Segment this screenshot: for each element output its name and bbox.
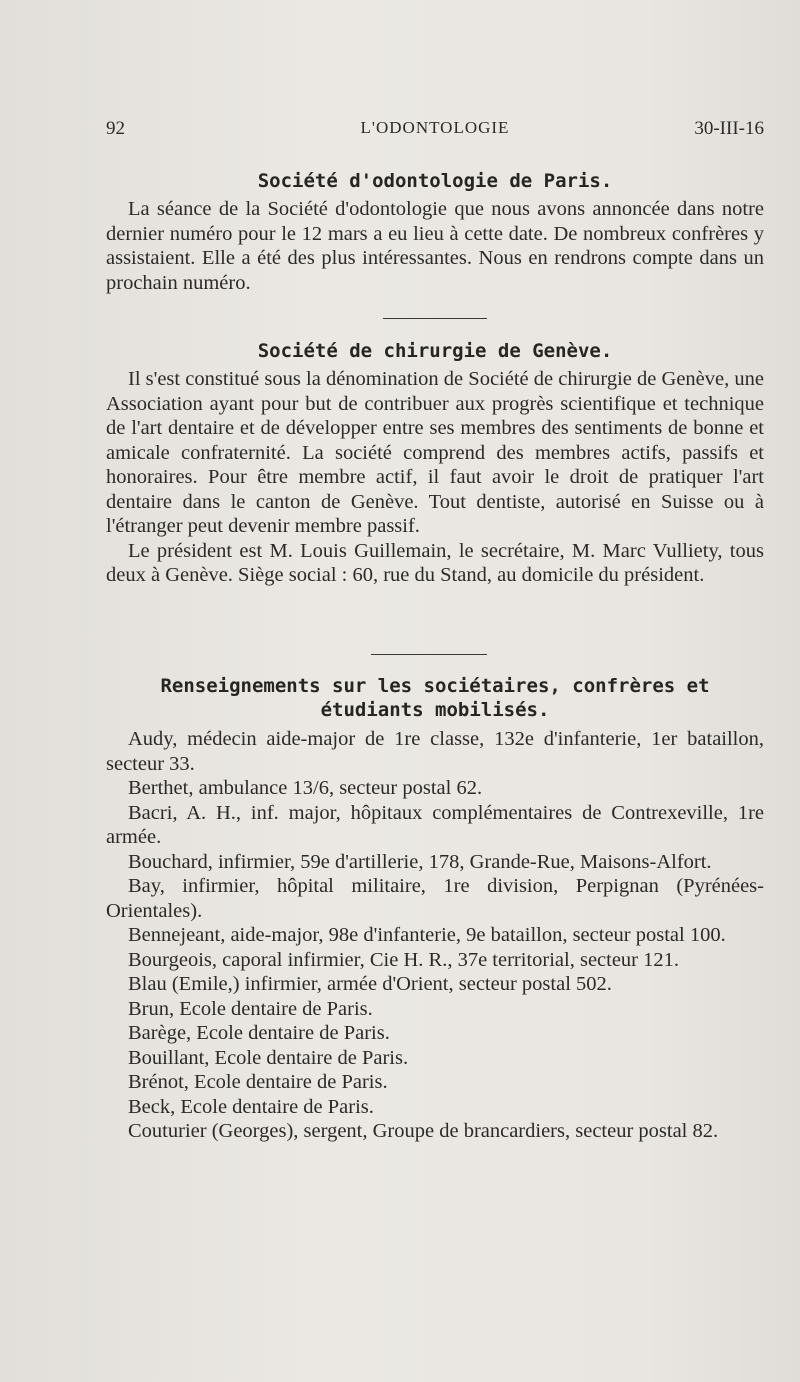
running-head — [106, 118, 764, 142]
paragraph: La séance de la Société d'odontologie que nous avons annoncée dans notre dernier numéro pour le 12 mars a eu lieu à cette date. De nombreux confrères y assistaient. Elle a été des plus intéressantes. Nous en rendrons compte dans un prochain numéro. — [106, 198, 764, 294]
section-heading: Société de chirurgie de Genève. — [257, 340, 613, 362]
list-item: Bay, infirmier, hôpital militaire, 1re division, Perpignan (Pyrénées-Orientales). — [106, 875, 764, 922]
list-item: Blau (Emile,) infirmier, armée d'Orient, secteur postal 502. — [128, 973, 612, 995]
page-number: 92 — [106, 118, 125, 139]
list-item: Beck, Ecole dentaire de Paris. — [128, 1095, 374, 1118]
list-item: Audy, médecin aide-major de 1re classe, 132e d'infanterie, 1er bataillon, secteur 33. — [106, 728, 764, 775]
list-item: Brun, Ecole dentaire de Paris. — [128, 997, 373, 1020]
section-heading: Société d'odontologie de Paris. — [257, 170, 613, 192]
section-chirurgie-geneve — [106, 340, 764, 588]
list-item: Bacri, A. H., inf. major, hôpitaux complémentaires de Contrexeville, 1re armée. — [106, 801, 764, 848]
list-item: Barège, Ecole dentaire de Paris. — [128, 1022, 390, 1044]
journal-title: L'ODONTOLOGIE — [360, 118, 510, 137]
section-renseignements — [106, 674, 764, 1144]
paragraph: Il s'est constitué sous la dénomination de Société de chirurgie de Genève, une Association ayant pour but de contribuer aux progrès scientifique et technique de l'art dentaire et de développer entre ses membres des sentiments de bonne et amicale confraternité. La société comprend des membres actifs, passifs et honoraires. Pour être membre actif, il faut avoir le droit de pratiquer l'art dentaire dans le canton de Genève. Tout dentiste, autorisé en Suisse ou à l'étranger peut devenir membre passif. — [106, 368, 764, 537]
list-item: Berthet, ambulance 13/6, secteur postal 62. — [128, 777, 483, 799]
list-item: Bourgeois, caporal infirmier, Cie H. R., 37e territorial, secteur 121. — [128, 948, 680, 971]
mobilized-list — [106, 727, 764, 1144]
section-odontologie-paris — [106, 170, 764, 295]
section-divider — [371, 654, 487, 655]
list-item: Bouillant, Ecole dentaire de Paris. — [128, 1046, 409, 1069]
section-heading: Renseignements sur les sociétaires, confrères et étudiants mobilisés. — [160, 675, 710, 721]
section-divider — [383, 318, 487, 319]
list-item: Bennejeant, aide-major, 98e d'infanterie, 9e bataillon, secteur postal 100. — [128, 924, 726, 946]
list-item: Bouchard, infirmier, 59e d'artillerie, 178, Grande-Rue, Maisons-Alfort. — [128, 850, 712, 873]
list-item: Couturier (Georges), sergent, Groupe de brancardiers, secteur postal 82. — [128, 1120, 719, 1142]
issue-date: 30-III-16 — [694, 118, 764, 139]
list-item: Brénot, Ecole dentaire de Paris. — [128, 1071, 388, 1093]
paragraph: Le président est M. Louis Guillemain, le secrétaire, M. Marc Vulliety, tous deux à Genève. Siège social : 60, rue du Stand, au domicile du président. — [106, 539, 764, 586]
